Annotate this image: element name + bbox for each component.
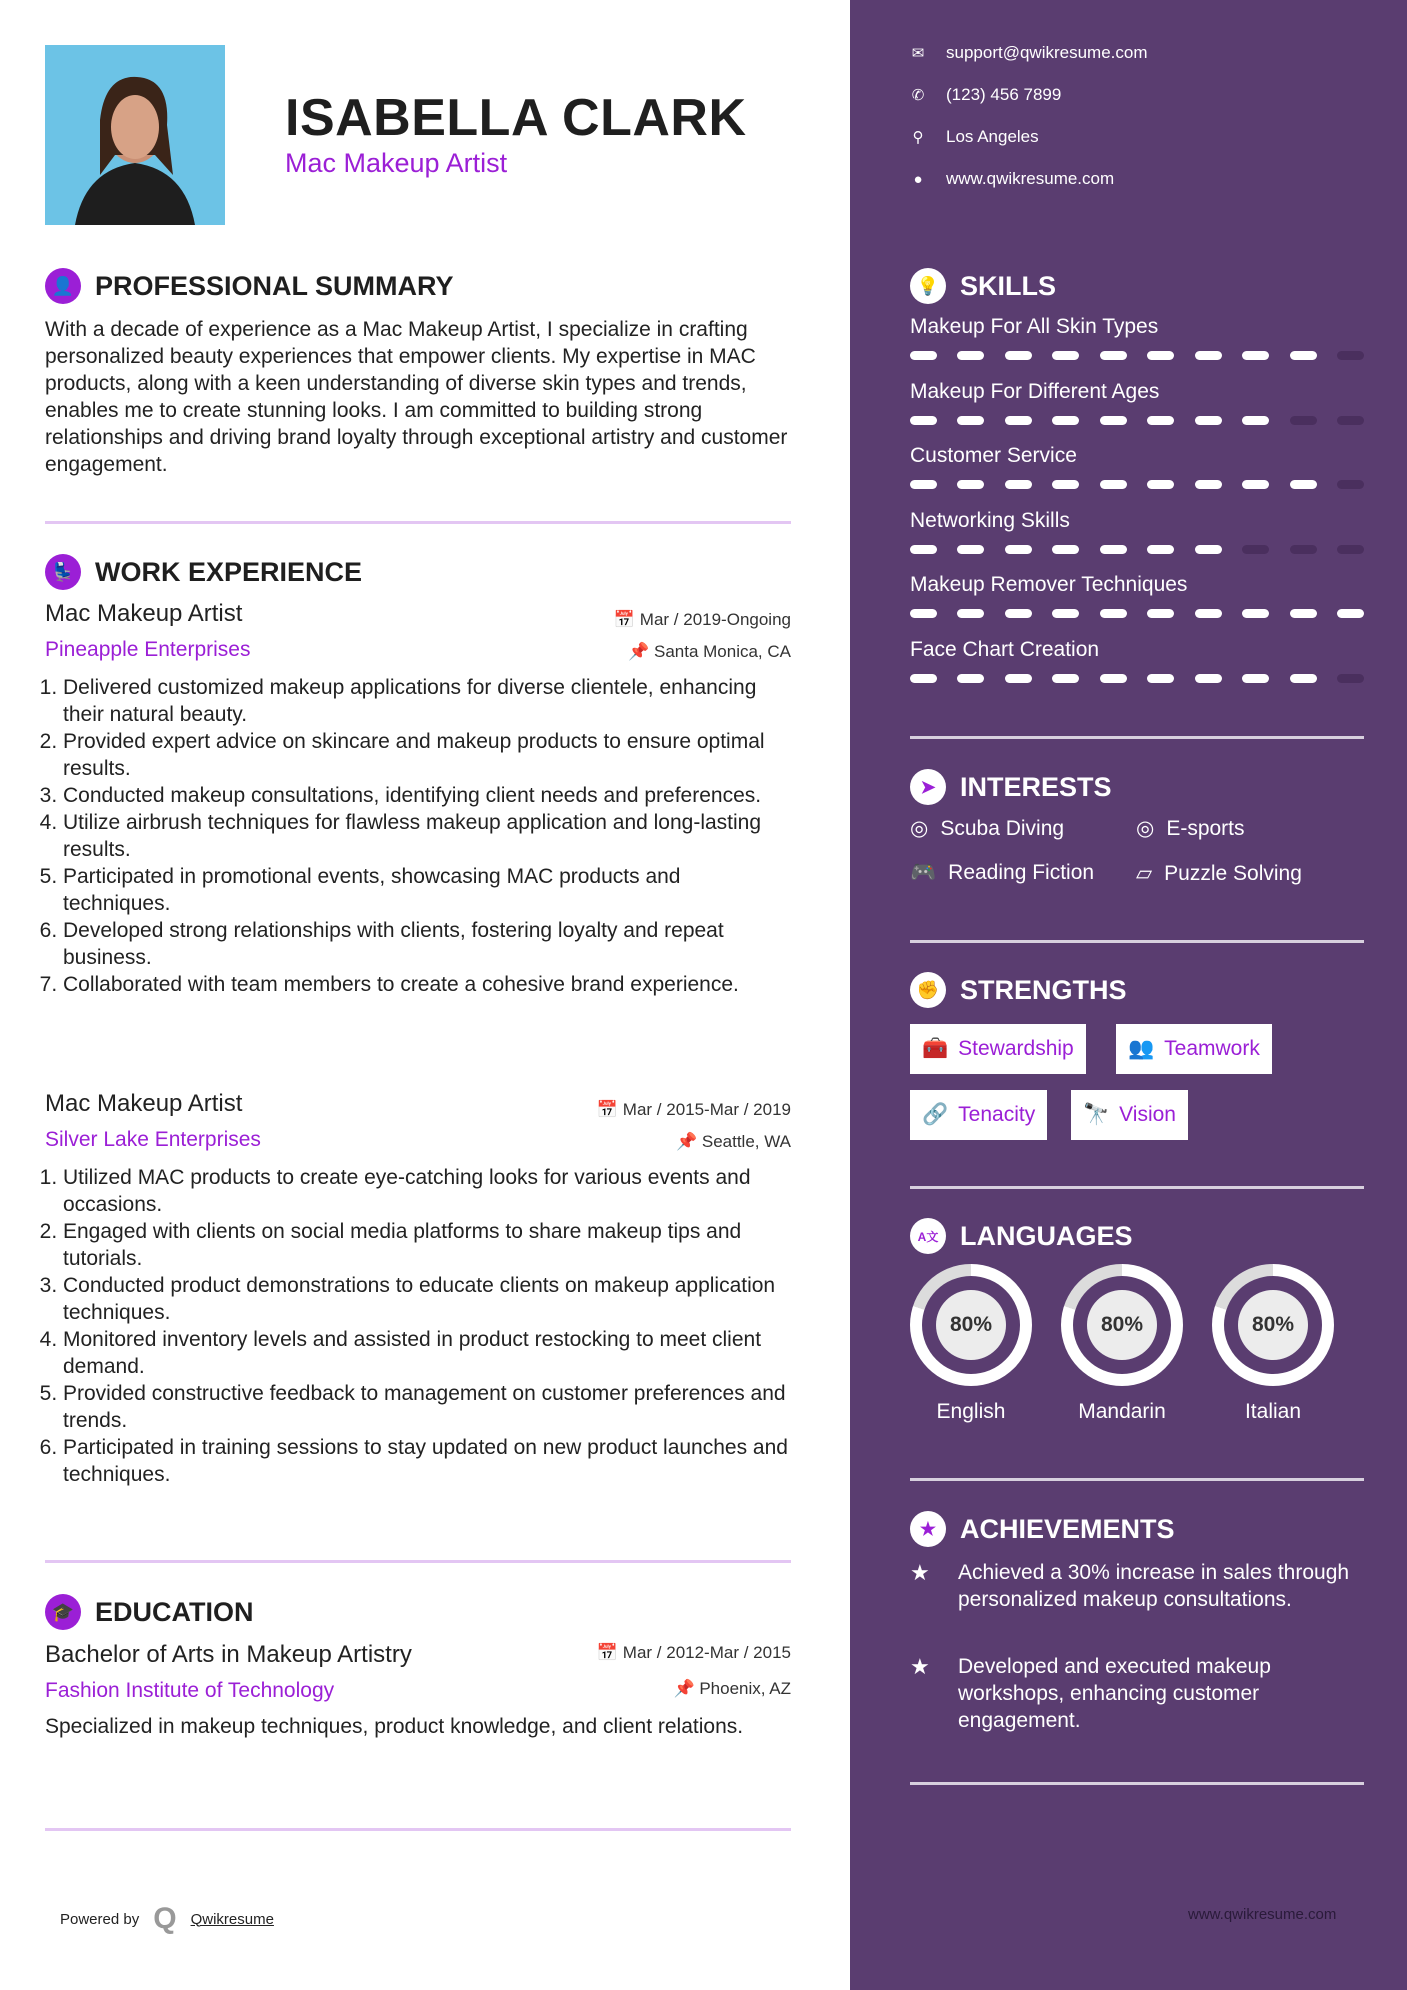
duty-item: 4. Utilize airbrush techniques for flawless makeup application and long-lasting results.	[63, 809, 791, 863]
job-duties	[63, 1164, 791, 1488]
interests-heading	[910, 769, 1112, 805]
skill-dash	[910, 416, 937, 425]
skill-dash	[1052, 416, 1079, 425]
divider	[910, 940, 1364, 943]
summary-heading	[45, 268, 454, 304]
skill-dash	[1052, 674, 1079, 683]
languages-heading	[910, 1218, 1133, 1254]
skill-dash	[1052, 609, 1079, 618]
language-item	[1212, 1264, 1334, 1424]
map-pin-icon: ⚲	[912, 129, 924, 146]
job-company: Pineapple Enterprises	[45, 638, 251, 661]
skill-level-bar	[910, 416, 1364, 425]
interest-label: Scuba Diving	[940, 816, 1065, 840]
achievement-text: Achieved a 30% increase in sales through personalized makeup consultations.	[958, 1561, 1350, 1611]
duty-item: 6. Participated in training sessions to stay updated on new product launches and techniques.	[63, 1434, 791, 1488]
duty-item: 1. Utilized MAC products to create eye-catching looks for various events and occasions.	[63, 1164, 791, 1218]
skill-item	[910, 380, 1364, 425]
interests-heading-text: INTERESTS	[960, 771, 1112, 802]
job-company: Silver Lake Enterprises	[45, 1128, 261, 1151]
strength-badge	[1071, 1090, 1188, 1140]
interest-label: Reading Fiction	[948, 861, 1095, 884]
footer-url[interactable]: www.qwikresume.com	[1188, 1906, 1337, 1923]
divider	[910, 736, 1364, 739]
globe-icon: ●	[913, 170, 923, 188]
duty-item: 2. Provided expert advice on skincare and makeup products to ensure optimal results.	[63, 728, 791, 782]
skill-dash	[1100, 609, 1127, 618]
skill-dash	[1242, 545, 1269, 554]
skill-dash	[957, 416, 984, 425]
skill-dash	[1290, 351, 1317, 360]
strength-badge	[910, 1024, 1086, 1074]
skill-dash	[1337, 545, 1364, 554]
skill-name: Makeup For All Skin Types	[910, 315, 1159, 338]
candidate-name: ISABELLA CLARK	[285, 89, 747, 147]
website-text: www.qwikresume.com	[946, 169, 1115, 188]
skill-dash	[1242, 674, 1269, 683]
summary-heading-text: PROFESSIONAL SUMMARY	[95, 270, 454, 301]
interest-item	[1136, 861, 1302, 886]
skill-dash	[1147, 609, 1174, 618]
contact-phone[interactable]	[910, 85, 1061, 105]
divider	[45, 1828, 791, 1831]
job-date: 📅 Mar / 2019-Ongoing	[613, 610, 791, 629]
contact-location	[910, 127, 1039, 147]
achievements-heading-text: ACHIEVEMENTS	[960, 1513, 1175, 1544]
language-name: Italian	[1244, 1400, 1302, 1423]
skill-level-bar	[910, 609, 1364, 618]
education-heading	[45, 1594, 254, 1630]
duty-item: 7. Collaborated with team members to create a cohesive brand experience.	[63, 971, 791, 998]
skill-level-bar	[910, 545, 1364, 554]
candidate-title: Mac Makeup Artist	[285, 148, 508, 178]
skill-name: Makeup For Different Ages	[910, 379, 1160, 403]
skill-dash	[1147, 674, 1174, 683]
graduation-icon: 🎓	[45, 1594, 81, 1630]
skill-dash	[1337, 351, 1364, 360]
work-heading	[45, 554, 362, 590]
lightbulb-icon: 💡	[910, 268, 946, 304]
skill-dash	[1005, 480, 1032, 489]
strength-label: Teamwork	[1164, 1037, 1260, 1060]
skill-dash	[957, 609, 984, 618]
language-item	[1061, 1264, 1183, 1424]
skill-dash	[910, 609, 937, 618]
life-ring-icon: ◎	[910, 817, 929, 840]
education-entry	[45, 1641, 791, 1740]
skill-item	[910, 638, 1364, 683]
strength-badge	[1116, 1024, 1272, 1074]
duty-item: 3. Conducted product demonstrations to educate clients on makeup application techniques.	[63, 1272, 791, 1326]
achievement-text: Developed and executed makeup workshops, enhancing customer engagement.	[958, 1655, 1271, 1732]
skill-dash	[957, 674, 984, 683]
skill-dash	[957, 480, 984, 489]
skill-dash	[1290, 480, 1317, 489]
duty-item: 1. Delivered customized makeup applications for diverse clientele, enhancing their natural beauty.	[63, 674, 791, 728]
skill-dash	[910, 674, 937, 683]
skill-dash	[1147, 416, 1174, 425]
work-heading-text: WORK EXPERIENCE	[95, 556, 363, 587]
job-entry	[45, 600, 791, 998]
skill-dash	[1337, 674, 1364, 683]
contact-website[interactable]	[910, 169, 1114, 189]
strength-label: Tenacity	[958, 1103, 1036, 1126]
skill-item	[910, 315, 1364, 360]
languages-heading-text: LANGUAGES	[960, 1220, 1133, 1251]
skill-dash	[1052, 351, 1079, 360]
divider	[910, 1186, 1364, 1189]
skill-dash	[910, 545, 937, 554]
skill-dash	[957, 545, 984, 554]
job-title: Mac Makeup Artist	[45, 1090, 243, 1117]
toolbox-icon: 🧰	[922, 1037, 949, 1060]
language-item	[910, 1264, 1032, 1424]
skill-dash	[1337, 480, 1364, 489]
job-date: 📅 Mar / 2015-Mar / 2019	[596, 1100, 791, 1119]
shooting-star-icon: ★	[910, 1560, 930, 1585]
user-icon: 👤	[45, 268, 81, 304]
skill-dash	[1100, 351, 1127, 360]
job-entry	[45, 1090, 791, 1488]
skill-dash	[1005, 609, 1032, 618]
skill-dash	[1195, 351, 1222, 360]
achievement-item	[910, 1653, 1364, 1734]
interest-item	[1136, 816, 1245, 841]
skill-dash	[1005, 674, 1032, 683]
skill-dash	[1052, 480, 1079, 489]
skill-dash	[957, 351, 984, 360]
skill-dash	[1100, 480, 1127, 489]
interest-item	[910, 861, 1094, 885]
skill-dash	[1147, 351, 1174, 360]
life-ring-icon: ◎	[1136, 817, 1155, 840]
school: Fashion Institute of Technology	[45, 1679, 335, 1702]
users-icon: 👥	[1128, 1037, 1155, 1060]
skill-dash	[1195, 416, 1222, 425]
degree: Bachelor of Arts in Makeup Artistry	[45, 1641, 412, 1668]
job-location: 📌 Seattle, WA	[675, 1132, 791, 1151]
language-name: Mandarin	[1078, 1400, 1166, 1423]
skill-dash	[1290, 416, 1317, 425]
education-desc: Specialized in makeup techniques, product knowledge, and client relations.	[45, 1715, 744, 1738]
paper-plane-icon: ➤	[910, 769, 946, 805]
skill-dash	[1242, 416, 1269, 425]
skill-dash	[1337, 609, 1364, 618]
skill-item	[910, 444, 1364, 489]
skill-name: Networking Skills	[910, 508, 1070, 532]
link-icon: 🔗	[922, 1103, 949, 1126]
skill-dash	[1337, 416, 1364, 425]
skill-dash	[1100, 674, 1127, 683]
skill-dash	[1242, 480, 1269, 489]
language-ring	[1212, 1264, 1334, 1386]
qwikresume-logo-icon: Q	[153, 1902, 177, 1935]
strengths-heading	[910, 972, 1127, 1008]
skill-dash	[1195, 609, 1222, 618]
skill-dash	[1290, 545, 1317, 554]
interest-label: Puzzle Solving	[1164, 861, 1302, 885]
phone-icon: ✆	[911, 87, 925, 104]
language-percent: 80%	[936, 1290, 1006, 1360]
phone-text: (123) 456 7899	[946, 85, 1062, 104]
skill-dash	[910, 480, 937, 489]
duty-item: 5. Participated in promotional events, showcasing MAC products and techniques.	[63, 863, 791, 917]
skills-heading-text: SKILLS	[960, 270, 1057, 301]
star-badge-icon: ★	[910, 1511, 946, 1547]
skill-name: Makeup Remover Techniques	[910, 573, 1188, 596]
duty-item: 2. Engaged with clients on social media platforms to share makeup tips and tutorials.	[63, 1218, 791, 1272]
skill-dash	[1005, 416, 1032, 425]
education-date: 📅 Mar / 2012-Mar / 2015	[596, 1643, 791, 1662]
skill-dash	[1100, 545, 1127, 554]
language-percent: 80%	[1087, 1290, 1157, 1360]
skill-level-bar	[910, 351, 1364, 360]
duty-item: 6. Developed strong relationships with clients, fostering loyalty and repeat business.	[63, 917, 791, 971]
skill-dash	[1242, 609, 1269, 618]
skill-dash	[1147, 545, 1174, 554]
strength-label: Vision	[1119, 1103, 1176, 1126]
skill-dash	[1147, 480, 1174, 489]
skill-dash	[1195, 545, 1222, 554]
skill-dash	[1100, 416, 1127, 425]
education-location: 📌 Phoenix, AZ	[673, 1679, 791, 1698]
skill-dash	[910, 351, 937, 360]
language-percent: 80%	[1238, 1290, 1308, 1360]
skill-dash	[1052, 545, 1079, 554]
profile-photo	[45, 45, 225, 225]
envelope-icon: ✉	[911, 45, 925, 62]
shooting-star-icon: ★	[910, 1654, 930, 1679]
strength-badge	[910, 1090, 1047, 1140]
job-title: Mac Makeup Artist	[45, 600, 243, 627]
skill-dash	[1290, 609, 1317, 618]
duty-item: 5. Provided constructive feedback to management on customer preferences and trends.	[63, 1380, 791, 1434]
skill-dash	[1005, 351, 1032, 360]
strengths-heading-text: STRENGTHS	[960, 974, 1127, 1005]
duty-item: 3. Conducted makeup consultations, identifying client needs and preferences.	[63, 782, 791, 809]
briefcase-icon: 💺	[45, 554, 81, 590]
language-ring	[910, 1264, 1032, 1386]
powered-by	[60, 1902, 274, 1936]
email-text: support@qwikresume.com	[946, 43, 1148, 62]
skill-item	[910, 509, 1364, 554]
skill-dash	[1195, 480, 1222, 489]
summary-text: With a decade of experience as a Mac Makeup Artist, I specialize in crafting personalized beauty experiences that empower clients. My expertise in MAC products, along with a keen understanding of diverse skin types and trends, enables me to create stunning looks. I am committed to building strong relationships and driving brand loyalty through exceptional artistry and customer engagement.	[45, 318, 788, 476]
skill-dash	[1290, 674, 1317, 683]
contact-email[interactable]	[910, 43, 1148, 63]
interest-label: E-sports	[1166, 816, 1245, 840]
interest-item	[910, 816, 1064, 841]
binoculars-icon: 🔭	[1083, 1103, 1110, 1126]
achievement-item	[910, 1559, 1364, 1613]
strength-label: Stewardship	[958, 1037, 1074, 1060]
divider	[910, 1782, 1364, 1785]
skill-dash	[1195, 674, 1222, 683]
skills-heading	[910, 268, 1056, 304]
job-duties	[63, 674, 791, 998]
fist-icon: ✊	[910, 972, 946, 1008]
skill-level-bar	[910, 674, 1364, 683]
book-icon: ▱	[1136, 862, 1153, 885]
divider	[45, 521, 791, 524]
location-text: Los Angeles	[946, 127, 1039, 146]
skill-dash	[1242, 351, 1269, 360]
divider	[910, 1478, 1364, 1481]
powered-by-text: Powered by	[60, 1910, 140, 1928]
duty-item: 4. Monitored inventory levels and assisted in product restocking to meet client demand.	[63, 1326, 791, 1380]
language-ring	[1061, 1264, 1183, 1386]
translate-icon: A文	[910, 1218, 946, 1254]
skill-item	[910, 573, 1364, 618]
language-name: English	[936, 1400, 1006, 1423]
qwikresume-link[interactable]: Qwikresume	[190, 1910, 274, 1928]
achievements-heading	[910, 1511, 1175, 1547]
skill-dash	[1005, 545, 1032, 554]
divider	[45, 1560, 791, 1563]
skill-name: Face Chart Creation	[910, 637, 1100, 661]
skill-level-bar	[910, 480, 1364, 489]
skill-name: Customer Service	[910, 444, 1077, 467]
gamepad-icon: 🎮	[910, 861, 937, 884]
job-location: 📌 Santa Monica, CA	[628, 642, 791, 661]
education-heading-text: EDUCATION	[95, 1596, 254, 1627]
